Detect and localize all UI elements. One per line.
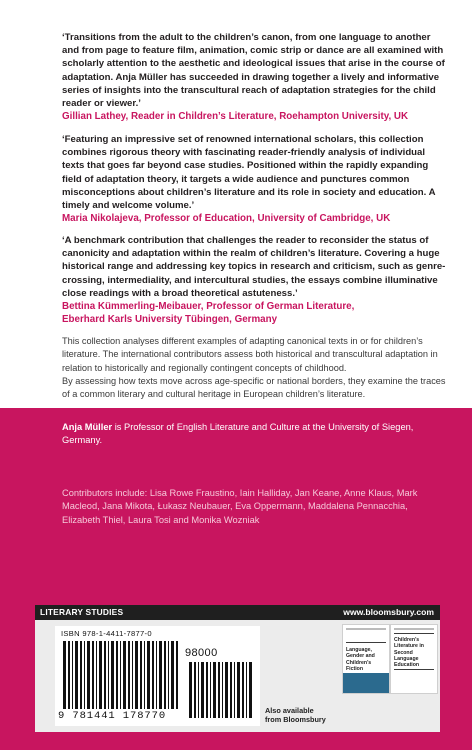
also-available <box>265 706 335 724</box>
barcode-block <box>55 626 260 726</box>
quote-attribution: Gillian Lathey, Reader in Children’s Literature, Roehampton University, UK <box>62 111 409 123</box>
review-quote <box>62 133 448 225</box>
quote-attribution: Maria Nikolajeva, Professor of Education, University of Cambridge, UK <box>62 213 391 225</box>
isbn-label: ISBN 978-1-4411-7877-0 <box>61 629 152 638</box>
barcode-icon <box>61 641 181 709</box>
book-title: Language, Gender and Children’s Fiction <box>346 647 375 672</box>
review-quote <box>62 31 448 123</box>
review-quote <box>62 234 448 326</box>
category-label: LITERARY STUDIES <box>40 607 124 617</box>
summary-paragraph: This collection analyses different examples of adapting canonical texts in or for children’s literature. The international contributors assess both historical and transcultural adaptation in relation to historically and regionally contingent concepts of childhood. <box>62 336 438 373</box>
footer-panel <box>35 620 440 732</box>
quote-text: ‘Transitions from the adult to the children’s canon, from one language to another and from page to feature film, animation, comic strip or dance are all examined with scholarly attention to the aesthetic and ideological issues that arise in the course of adaptation. Anja Müller has succeeded in drawing together a lively and informative series of insights into the transcultural reach of adaptation strategies for the child reader or viewer.’ <box>62 32 445 110</box>
also-available-line: Also available <box>265 706 314 715</box>
author-name: Anja Müller <box>62 422 113 432</box>
price-barcode-icon <box>187 662 255 718</box>
quote-text: ‘Featuring an impressive set of renowned international scholars, this collection combines rigorous theory with fascinating reader-friendly analysis of individual texts that goes far beyond case studies. Positioned within the rapidly expanding field of adaptation theory, it targets a wide audience and punctures common misconceptions about children’s literature and its role in society and education. A timely and welcome volume.’ <box>62 134 436 212</box>
barcode-digits: 9 781441 178770 <box>58 710 167 722</box>
summary-paragraph: By assessing how texts move across age-specific or national borders, they examine the traces of a common literary and cultural heritage in European children’s literature. <box>62 375 446 400</box>
also-available-line: from Bloomsbury <box>265 715 326 724</box>
book-summary <box>62 335 452 401</box>
book-title: Children’s Literature in Second Language Education <box>394 637 424 669</box>
footer-bar <box>35 605 440 620</box>
author-bio-text: is Professor of English Literature and Culture at the University of Siegen, Germany. <box>62 422 414 446</box>
quote-text: ‘A benchmark contribution that challenges the reader to reconsider the status of canonicity and adaptation within the realm of children’s literature. Covering a huge historical range and addressing key topics in research and criticism, such as genre-crossing, intermediality, and intercultural studies, the essays combine illuminative close readings with a broad theoretical astuteness.’ <box>62 235 446 299</box>
book-thumbnail <box>342 624 390 694</box>
book-cover-art <box>343 673 389 693</box>
quote-attribution: Bettina Kümmerling-Meibauer, Professor of German Literature, <box>62 301 355 313</box>
quote-attribution-line2: Eberhard Karls University Tübingen, Germany <box>62 314 278 326</box>
contributors-list: Contributors include: Lisa Rowe Fraustino, Iain Halliday, Jan Keane, Anne Klaus, Mark Macleod, Jana Mikota, Łukasz Neubauer, Eva Oppermann, Maddalena Pennacchia, Elizabeth Thiel, Laura Tosi and Monika Wozniak <box>62 488 418 525</box>
price-code: 98000 <box>185 647 218 659</box>
author-bio <box>62 421 448 448</box>
book-thumbnail <box>390 624 438 694</box>
publisher-website: www.bloomsbury.com <box>343 607 434 617</box>
